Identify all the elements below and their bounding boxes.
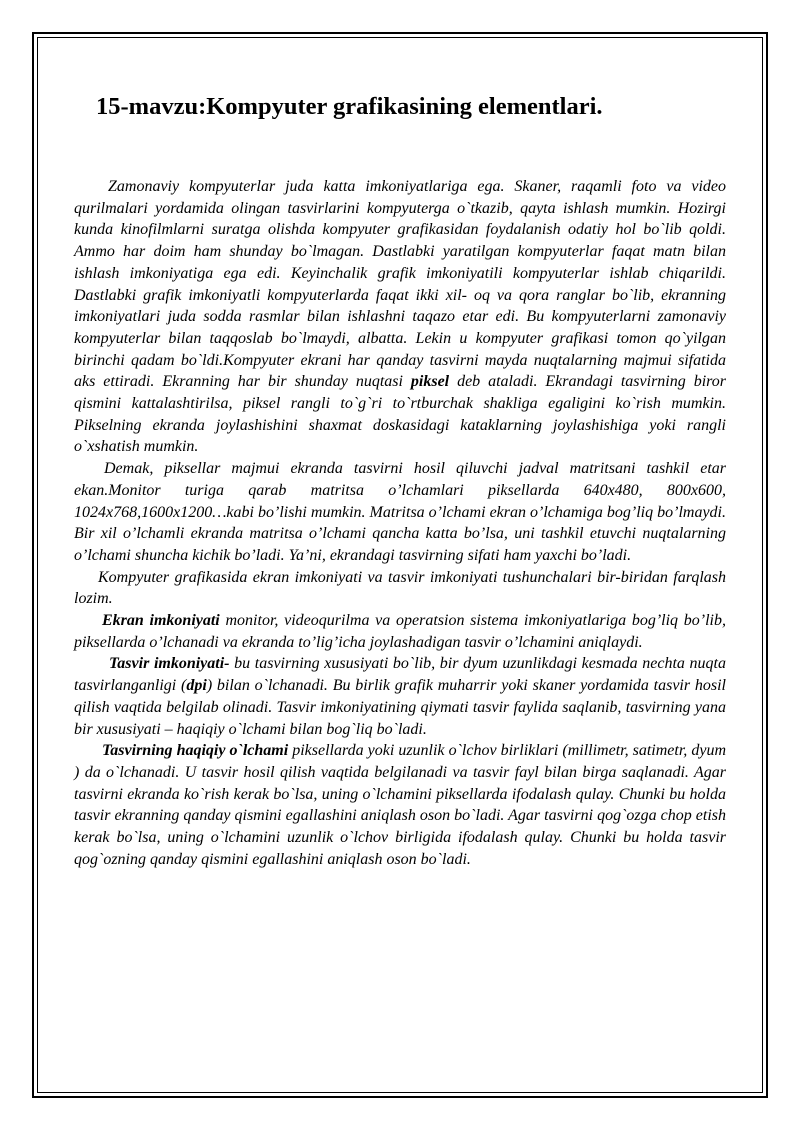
term-dpi: dpi <box>186 677 207 695</box>
paragraph-real-size <box>74 740 726 870</box>
paragraph-image-resolution <box>74 653 726 740</box>
paragraph-screen-resolution-text: monitor, videoqurilma va operatsion sistema imkoniyatlariga bog’liq bo’lib, piksellarda o’lchanadi va ekranda to’lig’icha joylashadigan tasvir o’lchamini aniqlaydi. <box>74 612 726 651</box>
paragraph-screen-resolution <box>74 610 726 653</box>
paragraph-real-size-text: piksellarda yoki uzunlik o`lchov birliklari (millimetr, satimetr, dyum ) da o`lchanadi. U tasvir hosil qilish vaqtida belgilanadi va tasvir fayl bilan birga saqlanadi. Agar tasvirni ekranda ko`rish kerak bo`lsa, uning o`lchamini piksellarda ifodalash qulay. Chunki bu holda tasvir ekranning qanday qismini egallashini aniqlash oson bo`ladi. Agar tasvirni qog`ozga chop etish kerak bo`lsa, uning o`lchamini uzunlik o`lchov birligida ifodalash qulay. Chunki bu holda tasvir qog`ozning qanday qismini egallashini aniqlash oson bo`ladi. <box>74 742 726 868</box>
paragraph-intro-text-1: Zamonaviy kompyuterlar juda katta imkoniyatlariga ega. Skaner, raqamli foto va video qurilmalari yordamida olingan tasvirlarini kompyuterga o`tkazib, qayta ishlash mumkin. Hozirgi kunda kinofilmlarni suratga olishda kompyuter grafikasidan foydalanish odatiy hol bo`lib qoldi. Ammo har doim ham shunday bo`lmagan. Dastlabki yaratilgan kompyuterlar faqat matn bilan ishlash imkoniyatiga ega edi. Keyinchalik grafik imkoniyatili kompyuterlar ishlab chiqarildi. Dastlabki grafik imkoniyatli kompyuterlarda faqat ikki xil- oq va qora ranglar bo`lib, ekranning imkoniyatlari juda sodda rasmlar bilan ishlashni taqazo etar edi. Bu kompyuterlarni zamonaviy kompyuterlar bilan taqqoslab bo`lmaydi, albatta. Lekin u kompyuter grafikasi tomon qo`yilgan birinchi qadam bo`ldi.Kompyuter ekrani har qanday tasvirni mayda nuqtalarning majmui sifatida aks ettiradi. Ekranning har bir shunday nuqtasi <box>74 178 726 391</box>
document-body <box>74 176 726 871</box>
term-ekran-imkoniyati: Ekran imkoniyati <box>102 612 220 630</box>
paragraph-intro <box>74 176 726 458</box>
term-piksel: piksel <box>410 373 450 391</box>
paragraph-intro-text-2: deb ataladi. Ekrandagi tasvirning biror qismini kattalashtirilsa, piksel rangli to`g`ri to`rtburchak shakliga egaligini ko`rish mumkin. Pikselning ekranda joylashishini shaxmat doskasidagi kataklarning joylashishiga yoki rangli o`xshatish mumkin. <box>74 373 726 456</box>
page-title: 15-mavzu:Kompyuter grafikasining elementlari. <box>96 93 603 120</box>
paragraph-image-resolution-text-2: ) bilan o`lchanadi. Bu birlik grafik muharrir yoki skaner yordamida tasvir hosil qilish vaqtida belgilab olinadi. Tasvir imkoniyatining qiymati tasvir faylida saqlanib, tasvirning yana bir xususiyati – haqiqiy o`lchami bilan bog`liq bo`ladi. <box>74 677 726 738</box>
term-haqiqiy-olcham: Tasvirning haqiqiy o`lchami <box>102 742 289 760</box>
paragraph-distinction: Kompyuter grafikasida ekran imkoniyati va tasvir imkoniyati tushunchalari bir-biridan farqlash lozim. <box>74 568 726 608</box>
paragraph-matrix: Demak, piksellar majmui ekranda tasvirni hosil qiluvchi jadval matritsani tashkil etar ekan.Monitor turiga qarab matritsa o’lchamlari piksellarda 640x480, 800x600, 1024x768,1600x1200…kabi bo’lishi mumkin. Matritsa o’lchami ekran o’lchamiga bog’liq bo’lmaydi. Bir xil o’lchamli ekranda matritsa o’lchami qancha katta bo’lsa, uni tashkil etuvchi nuqtalarning o’lchami shuncha kichik bo’ladi. Ya’ni, ekrandagi tasvirning sifati ham yaxchi bo’ladi. <box>74 460 726 564</box>
term-tasvir-imkoniyati: Tasvir imkoniyati- <box>109 655 230 673</box>
paragraph-image-resolution-text-1: bu tasvirning xususiyati bo`lib, bir dyum uzunlikdagi kesmada nechta nuqta tasvirlanganligi ( <box>74 655 727 695</box>
